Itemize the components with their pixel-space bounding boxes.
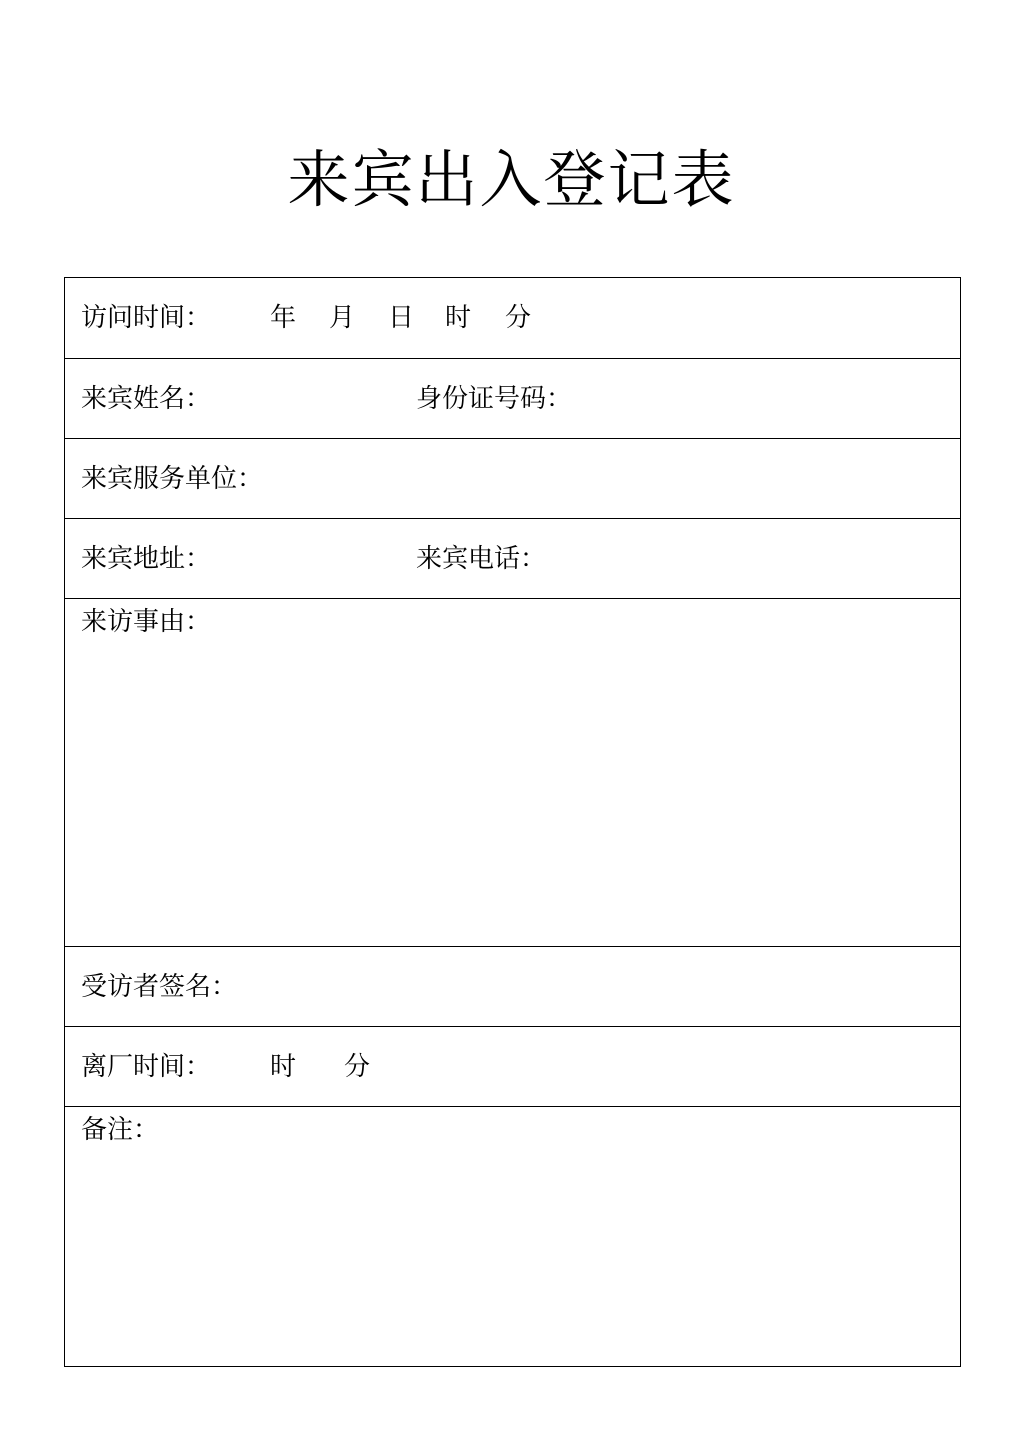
host-signature-label: 受访者签名： <box>81 972 238 1002</box>
leave-hour-unit: 时 <box>270 1052 297 1082</box>
visitor-phone-label: 来宾电话： <box>416 544 547 574</box>
visitor-registration-form <box>64 277 961 1367</box>
host-signature-row <box>65 946 960 1026</box>
visit-reason-row <box>65 598 960 946</box>
visit-reason-label: 来访事由： <box>81 607 212 637</box>
visit-year-unit: 年 <box>270 303 297 333</box>
visit-day-unit: 日 <box>388 303 415 333</box>
visit-month-unit: 月 <box>329 303 356 333</box>
visit-time-row <box>65 278 960 358</box>
leave-time-row <box>65 1026 960 1106</box>
remarks-row <box>65 1106 960 1366</box>
visit-minute-unit: 分 <box>505 303 532 333</box>
leave-time-label: 离厂时间： <box>81 1052 212 1082</box>
remarks-label: 备注： <box>81 1115 160 1145</box>
leave-minute-unit: 分 <box>344 1052 371 1082</box>
visitor-address-label: 来宾地址： <box>81 544 212 574</box>
id-number-label: 身份证号码： <box>416 384 573 414</box>
visit-hour-unit: 时 <box>445 303 472 333</box>
visitor-name-label: 来宾姓名： <box>81 384 212 414</box>
visitor-company-label: 来宾服务单位： <box>81 464 264 494</box>
name-id-row <box>65 358 960 438</box>
address-phone-row <box>65 518 960 598</box>
form-title: 来宾出入登记表 <box>287 143 736 216</box>
visit-time-label: 访问时间： <box>81 303 212 333</box>
company-row <box>65 438 960 518</box>
